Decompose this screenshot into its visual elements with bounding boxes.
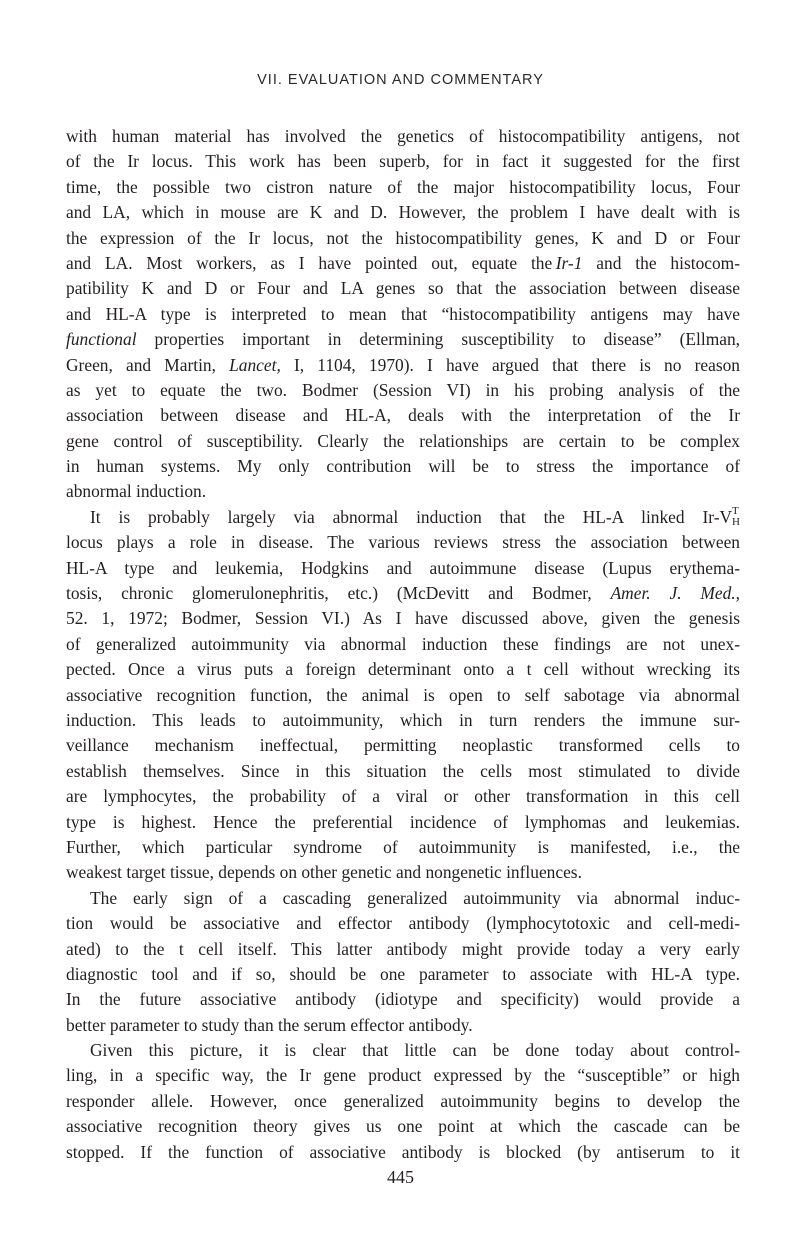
subscript: H [732, 515, 740, 528]
text-line: responder allele. However, once generalized autoimmunity begins to develop the [66, 1090, 740, 1111]
text-span: It is probably largely via abnormal induction that the HL-A linked Ir-V [90, 506, 733, 527]
text-span: Green, and Martin, [66, 354, 230, 375]
page-number: 445 [387, 1167, 414, 1187]
text-line [66, 327, 740, 352]
text-line: patibility K and D or Four and LA genes so that the association between disease [66, 278, 740, 299]
journal-name: Lancet, [229, 354, 281, 375]
text-line: establish themselves. Since in this situation the cells most stimulated to divide [66, 760, 740, 781]
text-line: and LA, which in mouse are K and D. However, the problem I have dealt with is [66, 202, 740, 223]
text-line: locus plays a role in disease. The various reviews stress the association between [66, 532, 740, 553]
superscript: T [732, 504, 739, 517]
text-line: pected. Once a virus puts a foreign determinant onto a t cell without wrecking its [66, 659, 740, 680]
text-line: induction. This leads to autoimmunity, which in turn renders the immune sur- [66, 709, 740, 730]
text-line: tion would be associative and effector antibody (lymphocytotoxic and cell-medi- [66, 913, 740, 934]
text-span: and LA. Most workers, as I have pointed out, equate the [66, 252, 553, 273]
journal-name: Amer. J. Med., [610, 583, 740, 604]
text-line [66, 581, 740, 606]
text-line: Given this picture, it is clear that little can be done today about control- [90, 1040, 740, 1061]
text-line: In the future associative antibody (idiotype and specificity) would provide a [66, 989, 740, 1010]
text-span: I, 1104, 1970). I have argued that there is no reason [280, 354, 740, 375]
text-line: The early sign of a cascading generalized autoimmunity via abnormal induc- [90, 887, 740, 908]
text-line: and HL-A type is interpreted to mean that “histocompatibility antigens may have [66, 303, 740, 324]
text-line: association between disease and HL-A, deals with the interpretation of the Ir [66, 405, 740, 426]
emphasis: functional [66, 329, 137, 350]
text-line: Further, which particular syndrome of autoimmunity is manifested, i.e., the [66, 836, 740, 857]
text-span: tosis, chronic glomerulonephritis, etc.) (McDevitt and Bodmer, [66, 583, 611, 604]
gene-name: Ir-1 [555, 252, 583, 273]
text-line: of generalized autoimmunity via abnormal induction these findings are not unex- [66, 633, 740, 654]
text-line: 52. 1, 1972; Bodmer, Session VI.) As I have discussed above, given the genesis [66, 608, 740, 629]
text-span: properties important in determining susceptibility to disease” (Ellman, [136, 329, 740, 350]
text-line: weakest target tissue, depends on other genetic and nongenetic influences. [66, 862, 582, 883]
text-line [66, 505, 740, 530]
body-text [66, 124, 740, 1165]
running-header: VII. EVALUATION AND COMMENTARY [257, 72, 544, 88]
text-line [66, 353, 740, 378]
text-line: diagnostic tool and if so, should be one parameter to associate with HL-A type. [66, 963, 740, 984]
text-span: and the histocom- [582, 252, 740, 273]
text-line: gene control of susceptibility. Clearly the relationships are certain to be complex [66, 430, 740, 451]
text-line: ling, in a specific way, the Ir gene product expressed by the “susceptible” or high [66, 1065, 740, 1086]
text-line: with human material has involved the genetics of histocompatibility antigens, not [66, 126, 740, 146]
text-line: type is highest. Hence the preferential incidence of lymphomas and leukemias. [66, 811, 740, 832]
text-line: are lymphocytes, the probability of a viral or other transformation in this cell [66, 786, 740, 807]
text-line: veillance mechanism ineffectual, permitting neoplastic transformed cells to [66, 735, 740, 756]
text-line: better parameter to study than the serum effector antibody. [66, 1014, 473, 1035]
text-line: as yet to equate the two. Bodmer (Session VI) in his probing analysis of the [66, 379, 740, 400]
text-line: ated) to the t cell itself. This latter antibody might provide today a very early [66, 938, 740, 959]
text-line: associative recognition theory gives us one point at which the cascade can be [66, 1116, 740, 1137]
text-line [66, 251, 740, 276]
text-line: in human systems. My only contribution will be to stress the importance of [66, 456, 740, 477]
text-line: abnormal induction. [66, 481, 207, 502]
text-line: HL-A type and leukemia, Hodgkins and autoimmune disease (Lupus erythema- [66, 557, 740, 578]
text-line: of the Ir locus. This work has been superb, for in fact it suggested for the first [66, 151, 740, 172]
text-line: the expression of the Ir locus, not the histocompatibility genes, K and D or Four [66, 227, 740, 248]
text-line: time, the possible two cistron nature of the major histocompatibility locus, Four [66, 176, 740, 197]
text-line: associative recognition function, the animal is open to self sabotage via abnormal [66, 684, 740, 705]
text-line: stopped. If the function of associative antibody is blocked (by antiserum to it [66, 1141, 740, 1162]
